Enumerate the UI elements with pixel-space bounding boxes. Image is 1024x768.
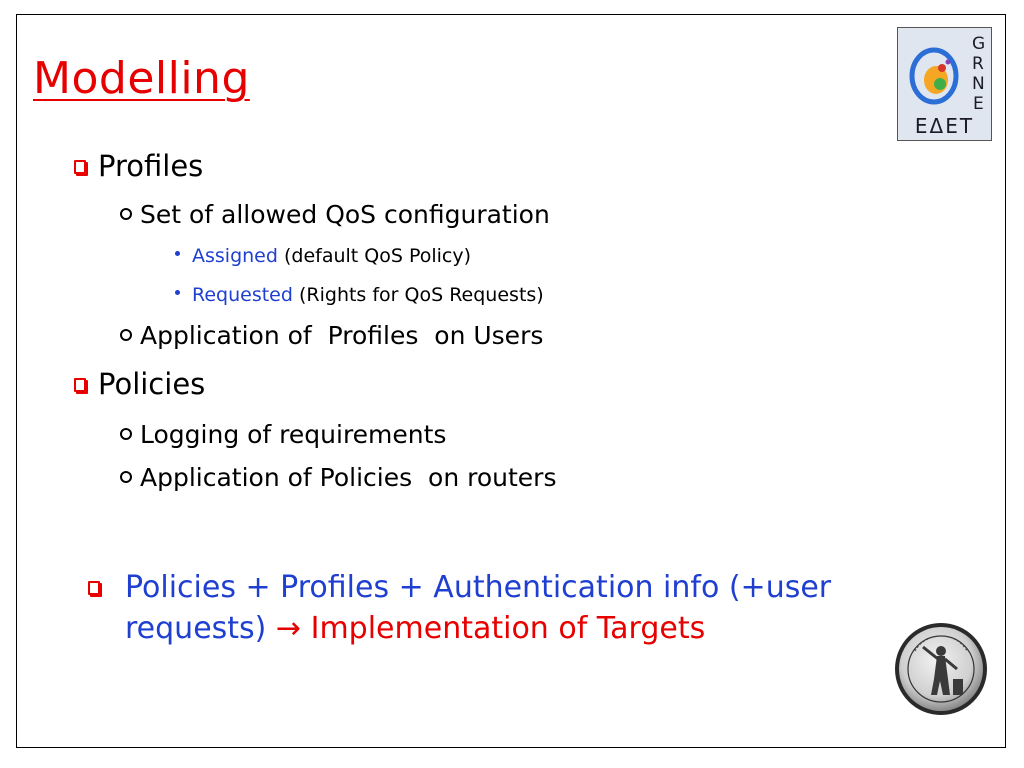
dot-bullet-icon	[175, 251, 180, 256]
square-bullet-icon	[74, 160, 86, 174]
logo-greek-text: ΕΔΕΤ	[914, 114, 975, 138]
requested-label: Requested	[192, 284, 293, 306]
circle-bullet-icon	[120, 471, 132, 483]
logo-letter-e: E	[973, 94, 984, 114]
requested-desc: (Rights for QoS Requests)	[298, 284, 544, 306]
grnet-swirl-icon	[904, 40, 964, 115]
arrow-icon: →	[275, 611, 302, 646]
bullet-application-policies	[120, 463, 556, 492]
circle-bullet-icon	[120, 428, 132, 440]
summary-red-text: Implementation of Targets	[310, 611, 706, 646]
bullet-logging	[120, 420, 446, 449]
grnet-logo-icon	[897, 27, 992, 141]
bullet-requested	[175, 284, 544, 306]
assigned-desc: (default QoS Policy)	[283, 245, 472, 267]
summary-blue-text: Policies + Profiles + Authentication info (+user requests)	[125, 570, 832, 646]
logo-letter-n: N	[972, 74, 985, 94]
bullet-application-profiles-text: Application of Profiles on Users	[140, 321, 544, 350]
bullet-assigned	[175, 245, 471, 267]
assigned-label: Assigned	[192, 245, 278, 267]
bullet-logging-text: Logging of requirements	[140, 420, 447, 449]
circle-bullet-icon	[120, 208, 132, 220]
dot-bullet-icon	[175, 290, 180, 295]
summary-paragraph	[125, 567, 875, 649]
square-bullet-icon	[88, 581, 100, 595]
bullet-allowed-qos	[120, 200, 550, 229]
slide-title: Modelling	[33, 53, 250, 104]
logo-letter-r: R	[972, 54, 984, 74]
bullet-application-profiles	[120, 321, 543, 350]
slide	[16, 14, 1006, 748]
bullet-policies	[74, 367, 205, 401]
bullet-profiles-text: Profiles	[98, 149, 204, 183]
logo-letter-g: G	[972, 34, 986, 54]
bullet-allowed-qos-text: Set of allowed QoS configuration	[140, 200, 550, 229]
university-seal-icon	[893, 621, 989, 717]
bullet-application-policies-text: Application of Policies on routers	[140, 463, 557, 492]
bullet-policies-text: Policies	[98, 367, 206, 401]
square-bullet-icon	[74, 378, 86, 392]
bullet-profiles	[74, 149, 203, 183]
circle-bullet-icon	[120, 329, 132, 341]
